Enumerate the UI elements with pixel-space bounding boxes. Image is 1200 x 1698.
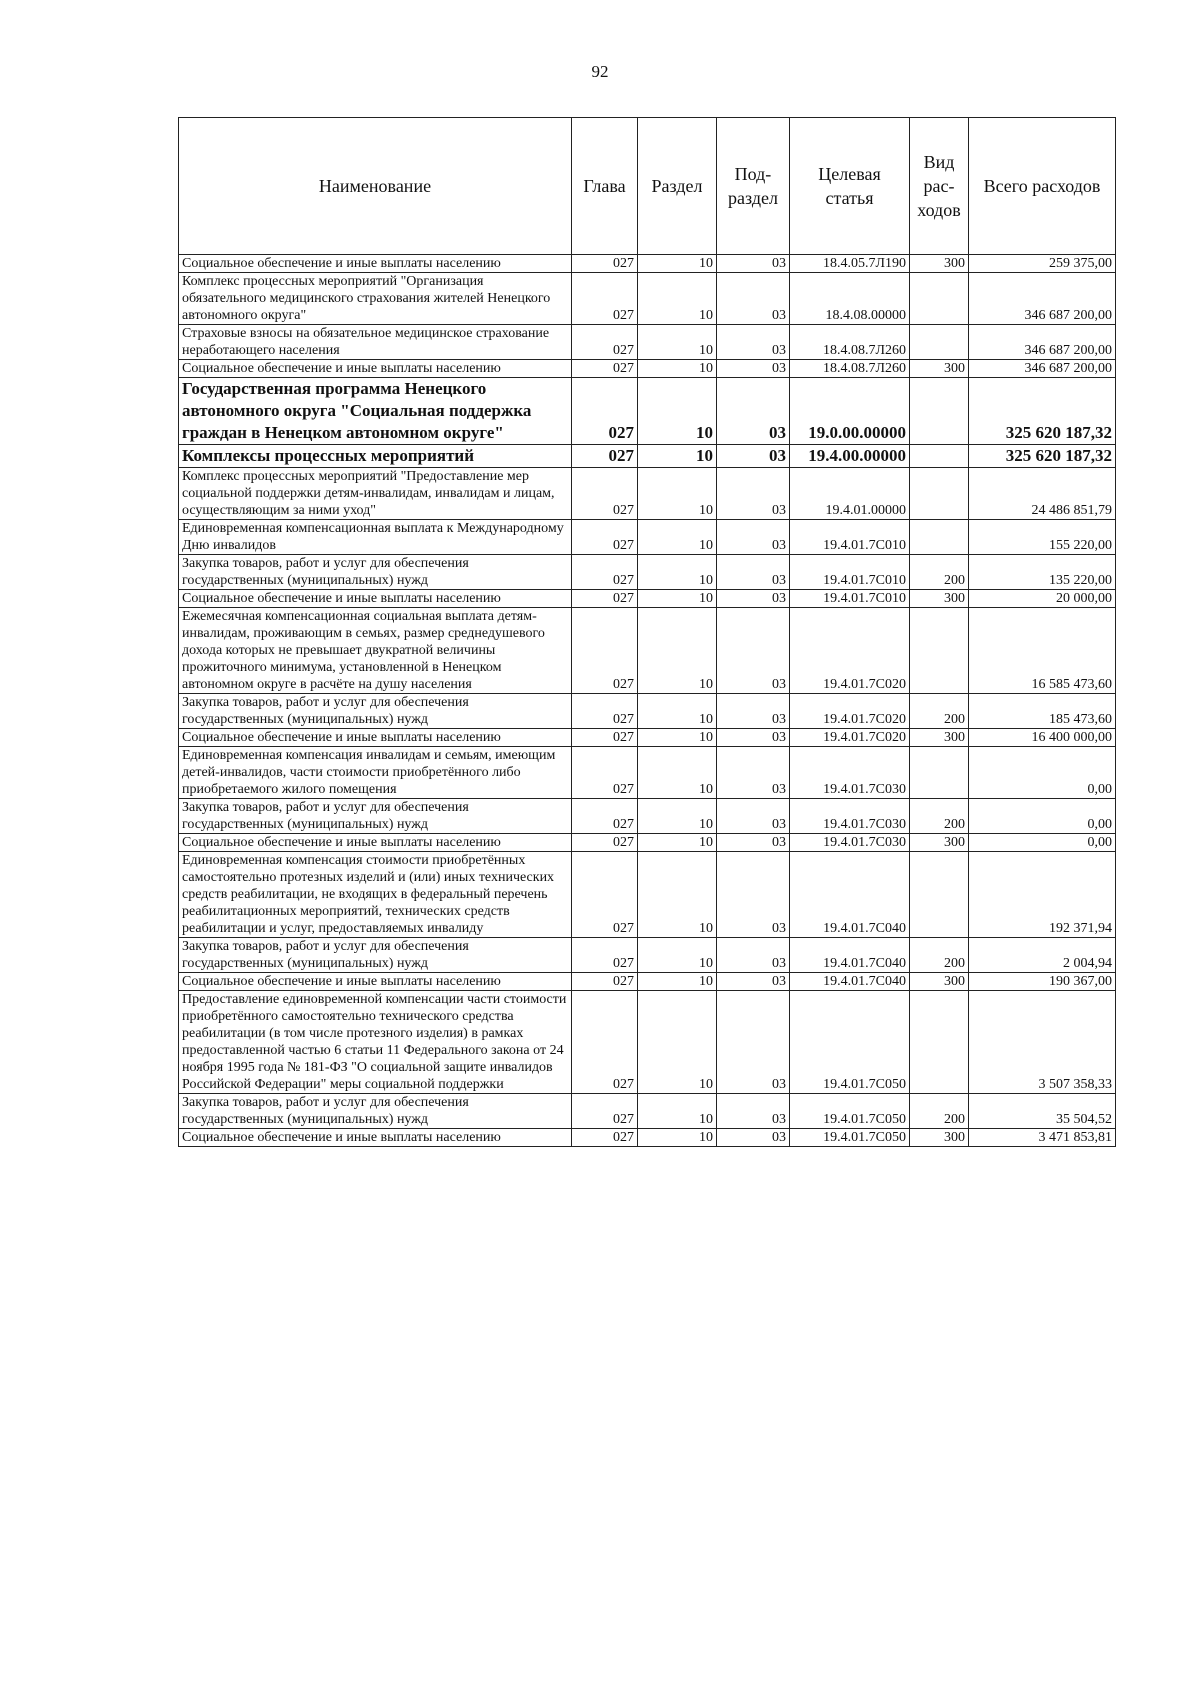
cell-name: Комплексы процессных мероприятий — [179, 445, 572, 468]
table-row — [179, 694, 1116, 729]
cell-total: 135 220,00 — [969, 555, 1116, 590]
cell-razdel: 10 — [638, 255, 717, 273]
table-row — [179, 520, 1116, 555]
header-podrazdel: Под- раздел — [717, 118, 790, 255]
cell-podrazdel: 03 — [717, 1129, 790, 1147]
cell-glava: 027 — [572, 445, 638, 468]
cell-podrazdel: 03 — [717, 555, 790, 590]
cell-name: Закупка товаров, работ и услуг для обеспечения государственных (муниципальных) нужд — [179, 694, 572, 729]
cell-name: Единовременная компенсация инвалидам и семьям, имеющим детей-инвалидов, части стоимости приобретённого либо приобретаемого жилого помещения — [179, 747, 572, 799]
cell-statya: 19.4.01.7С050 — [790, 1129, 910, 1147]
cell-name: Социальное обеспечение и иные выплаты населению — [179, 1129, 572, 1147]
cell-total: 3 507 358,33 — [969, 991, 1116, 1094]
cell-statya: 19.4.01.7С040 — [790, 973, 910, 991]
cell-razdel: 10 — [638, 520, 717, 555]
cell-razdel: 10 — [638, 938, 717, 973]
table-row — [179, 799, 1116, 834]
cell-glava: 027 — [572, 555, 638, 590]
cell-total: 20 000,00 — [969, 590, 1116, 608]
cell-vid: 300 — [910, 1129, 969, 1147]
cell-razdel: 10 — [638, 378, 717, 445]
cell-total: 3 471 853,81 — [969, 1129, 1116, 1147]
cell-podrazdel: 03 — [717, 938, 790, 973]
cell-podrazdel: 03 — [717, 608, 790, 694]
cell-total: 155 220,00 — [969, 520, 1116, 555]
table-body — [179, 255, 1116, 1147]
cell-vid — [910, 991, 969, 1094]
cell-statya: 18.4.08.7Л260 — [790, 360, 910, 378]
cell-glava: 027 — [572, 799, 638, 834]
cell-total: 325 620 187,32 — [969, 445, 1116, 468]
cell-vid: 300 — [910, 255, 969, 273]
cell-glava: 027 — [572, 938, 638, 973]
table-row — [179, 360, 1116, 378]
cell-razdel: 10 — [638, 608, 717, 694]
table-row — [179, 938, 1116, 973]
table-row — [179, 747, 1116, 799]
cell-statya: 19.4.01.7С010 — [790, 555, 910, 590]
cell-statya: 19.4.01.7С020 — [790, 694, 910, 729]
cell-glava: 027 — [572, 1094, 638, 1129]
cell-podrazdel: 03 — [717, 520, 790, 555]
cell-razdel: 10 — [638, 590, 717, 608]
cell-podrazdel: 03 — [717, 325, 790, 360]
cell-glava: 027 — [572, 747, 638, 799]
cell-name: Закупка товаров, работ и услуг для обеспечения государственных (муниципальных) нужд — [179, 1094, 572, 1129]
cell-name: Страховые взносы на обязательное медицинское страхование неработающего населения — [179, 325, 572, 360]
cell-podrazdel: 03 — [717, 799, 790, 834]
cell-name: Социальное обеспечение и иные выплаты населению — [179, 590, 572, 608]
cell-podrazdel: 03 — [717, 694, 790, 729]
cell-total: 0,00 — [969, 834, 1116, 852]
cell-total: 185 473,60 — [969, 694, 1116, 729]
cell-podrazdel: 03 — [717, 590, 790, 608]
cell-statya: 19.4.00.00000 — [790, 445, 910, 468]
cell-statya: 19.4.01.7С050 — [790, 1094, 910, 1129]
page-number: 92 — [591, 62, 609, 81]
cell-vid — [910, 852, 969, 938]
cell-name: Ежемесячная компенсационная социальная выплата детям-инвалидам, проживающим в семьях, размер среднедушевого дохода которых не превышает двукратной величины прожиточного минимума, установленной в Ненецком автономном округе в расчёте на душу населения — [179, 608, 572, 694]
cell-glava: 027 — [572, 590, 638, 608]
cell-vid: 300 — [910, 360, 969, 378]
cell-statya: 19.4.01.00000 — [790, 468, 910, 520]
cell-total: 24 486 851,79 — [969, 468, 1116, 520]
cell-statya: 19.4.01.7С020 — [790, 608, 910, 694]
table-row — [179, 273, 1116, 325]
cell-total: 346 687 200,00 — [969, 325, 1116, 360]
cell-vid: 200 — [910, 938, 969, 973]
cell-vid: 200 — [910, 555, 969, 590]
cell-name: Предоставление единовременной компенсации части стоимости приобретённого самостоятельно технического средства реабилитации (в том числе протезного изделия) в рамках предоставленной частью 6 статьи 11 Федерального закона от 24 ноября 1995 года № 181-ФЗ "О социальной защите инвалидов Российской Федерации" меры социальной поддержки — [179, 991, 572, 1094]
cell-glava: 027 — [572, 608, 638, 694]
table-row — [179, 445, 1116, 468]
cell-glava: 027 — [572, 273, 638, 325]
cell-total: 346 687 200,00 — [969, 360, 1116, 378]
cell-razdel: 10 — [638, 273, 717, 325]
cell-name: Единовременная компенсация стоимости приобретённых самостоятельно протезных изделий и (или) иных технических средств реабилитации, не входящих в федеральный перечень реабилитационных мероприятий, технических средств реабилитации и услуг, предоставляемых инвалиду — [179, 852, 572, 938]
cell-name: Комплекс процессных мероприятий "Организация обязательного медицинского страхования жителей Ненецкого автономного округа" — [179, 273, 572, 325]
cell-glava: 027 — [572, 325, 638, 360]
cell-statya: 19.4.01.7С030 — [790, 834, 910, 852]
cell-name: Закупка товаров, работ и услуг для обеспечения государственных (муниципальных) нужд — [179, 555, 572, 590]
cell-vid — [910, 468, 969, 520]
cell-statya: 19.4.01.7С010 — [790, 590, 910, 608]
header-statya: Целевая статья — [790, 118, 910, 255]
cell-total: 35 504,52 — [969, 1094, 1116, 1129]
cell-name: Социальное обеспечение и иные выплаты населению — [179, 834, 572, 852]
cell-vid: 200 — [910, 694, 969, 729]
cell-glava: 027 — [572, 1129, 638, 1147]
cell-statya: 19.4.01.7С030 — [790, 799, 910, 834]
table-row — [179, 608, 1116, 694]
header-total: Всего расходов — [969, 118, 1116, 255]
cell-razdel: 10 — [638, 445, 717, 468]
cell-statya: 18.4.08.00000 — [790, 273, 910, 325]
cell-razdel: 10 — [638, 852, 717, 938]
cell-glava: 027 — [572, 973, 638, 991]
cell-vid: 300 — [910, 834, 969, 852]
cell-vid — [910, 445, 969, 468]
cell-glava: 027 — [572, 852, 638, 938]
cell-razdel: 10 — [638, 325, 717, 360]
header-vid: Вид рас- ходов — [910, 118, 969, 255]
cell-podrazdel: 03 — [717, 991, 790, 1094]
cell-razdel: 10 — [638, 360, 717, 378]
table-row — [179, 973, 1116, 991]
table-row — [179, 1129, 1116, 1147]
cell-total: 2 004,94 — [969, 938, 1116, 973]
table-row — [179, 729, 1116, 747]
table-header-row — [179, 118, 1116, 255]
cell-total: 259 375,00 — [969, 255, 1116, 273]
cell-glava: 027 — [572, 729, 638, 747]
cell-razdel: 10 — [638, 694, 717, 729]
cell-glava: 027 — [572, 255, 638, 273]
cell-glava: 027 — [572, 468, 638, 520]
cell-razdel: 10 — [638, 747, 717, 799]
cell-glava: 027 — [572, 991, 638, 1094]
cell-statya: 19.4.01.7С040 — [790, 852, 910, 938]
cell-razdel: 10 — [638, 973, 717, 991]
cell-razdel: 10 — [638, 799, 717, 834]
header-glava: Глава — [572, 118, 638, 255]
cell-podrazdel: 03 — [717, 729, 790, 747]
cell-statya: 19.4.01.7С040 — [790, 938, 910, 973]
cell-name: Социальное обеспечение и иные выплаты населению — [179, 729, 572, 747]
cell-statya: 19.4.01.7С010 — [790, 520, 910, 555]
cell-razdel: 10 — [638, 555, 717, 590]
cell-total: 325 620 187,32 — [969, 378, 1116, 445]
cell-name: Закупка товаров, работ и услуг для обеспечения государственных (муниципальных) нужд — [179, 799, 572, 834]
cell-podrazdel: 03 — [717, 973, 790, 991]
cell-podrazdel: 03 — [717, 852, 790, 938]
cell-glava: 027 — [572, 520, 638, 555]
cell-vid — [910, 520, 969, 555]
cell-name: Комплекс процессных мероприятий "Предоставление мер социальной поддержки детям-инвалидам, инвалидам и лицам, осуществляющим за ними уход" — [179, 468, 572, 520]
cell-razdel: 10 — [638, 1129, 717, 1147]
cell-name: Государственная программа Ненецкого автономного округа "Социальная поддержка граждан в Ненецком автономном округе" — [179, 378, 572, 445]
table-row — [179, 255, 1116, 273]
cell-podrazdel: 03 — [717, 378, 790, 445]
cell-vid: 200 — [910, 799, 969, 834]
cell-vid — [910, 378, 969, 445]
cell-statya: 19.4.01.7С020 — [790, 729, 910, 747]
cell-glava: 027 — [572, 378, 638, 445]
cell-statya: 19.4.01.7С030 — [790, 747, 910, 799]
cell-statya: 18.4.08.7Л260 — [790, 325, 910, 360]
cell-total: 192 371,94 — [969, 852, 1116, 938]
cell-name: Социальное обеспечение и иные выплаты населению — [179, 255, 572, 273]
cell-razdel: 10 — [638, 1094, 717, 1129]
cell-total: 346 687 200,00 — [969, 273, 1116, 325]
table-row — [179, 468, 1116, 520]
cell-vid: 300 — [910, 973, 969, 991]
cell-total: 16 400 000,00 — [969, 729, 1116, 747]
table-row — [179, 834, 1116, 852]
cell-glava: 027 — [572, 834, 638, 852]
table-row — [179, 852, 1116, 938]
cell-vid: 300 — [910, 729, 969, 747]
cell-name: Единовременная компенсационная выплата к Международному Дню инвалидов — [179, 520, 572, 555]
cell-name: Закупка товаров, работ и услуг для обеспечения государственных (муниципальных) нужд — [179, 938, 572, 973]
cell-vid — [910, 325, 969, 360]
cell-statya: 19.4.01.7С050 — [790, 991, 910, 1094]
cell-total: 16 585 473,60 — [969, 608, 1116, 694]
cell-razdel: 10 — [638, 834, 717, 852]
cell-name: Социальное обеспечение и иные выплаты населению — [179, 360, 572, 378]
cell-total: 0,00 — [969, 799, 1116, 834]
cell-vid: 200 — [910, 1094, 969, 1129]
cell-podrazdel: 03 — [717, 468, 790, 520]
cell-podrazdel: 03 — [717, 360, 790, 378]
cell-vid: 300 — [910, 590, 969, 608]
cell-podrazdel: 03 — [717, 1094, 790, 1129]
table-row — [179, 590, 1116, 608]
header-razdel: Раздел — [638, 118, 717, 255]
table-row — [179, 991, 1116, 1094]
table-row — [179, 555, 1116, 590]
cell-total: 190 367,00 — [969, 973, 1116, 991]
cell-glava: 027 — [572, 694, 638, 729]
cell-podrazdel: 03 — [717, 255, 790, 273]
cell-vid — [910, 273, 969, 325]
cell-razdel: 10 — [638, 729, 717, 747]
header-name: Наименование — [179, 118, 572, 255]
cell-vid — [910, 608, 969, 694]
cell-total: 0,00 — [969, 747, 1116, 799]
cell-glava: 027 — [572, 360, 638, 378]
table-row — [179, 378, 1116, 445]
cell-statya: 18.4.05.7Л190 — [790, 255, 910, 273]
cell-razdel: 10 — [638, 468, 717, 520]
cell-vid — [910, 747, 969, 799]
cell-podrazdel: 03 — [717, 273, 790, 325]
table-row — [179, 1094, 1116, 1129]
budget-table — [178, 117, 1116, 1147]
table-row — [179, 325, 1116, 360]
cell-razdel: 10 — [638, 991, 717, 1094]
cell-name: Социальное обеспечение и иные выплаты населению — [179, 973, 572, 991]
cell-statya: 19.0.00.00000 — [790, 378, 910, 445]
cell-podrazdel: 03 — [717, 445, 790, 468]
cell-podrazdel: 03 — [717, 747, 790, 799]
cell-podrazdel: 03 — [717, 834, 790, 852]
